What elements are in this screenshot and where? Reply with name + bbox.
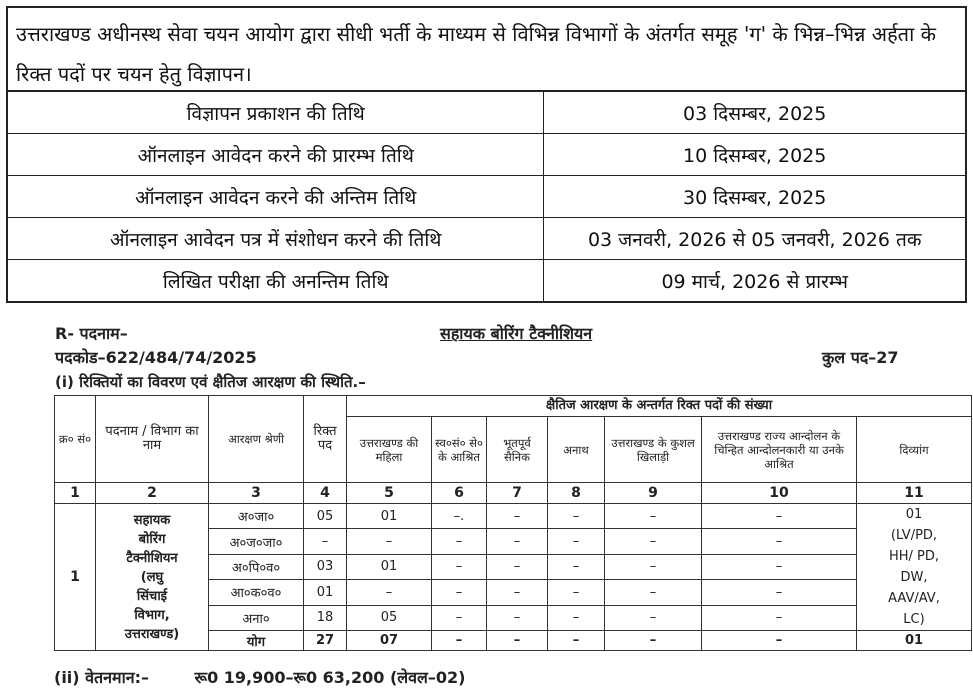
vacancy-cell: 05 [304, 504, 347, 529]
total-disabled: 01 [857, 631, 972, 651]
category-cell: अना० [209, 605, 304, 630]
sports-cell: – [605, 504, 702, 529]
freedom-cell: –. [432, 504, 487, 529]
category-cell: अ०जा० [209, 504, 304, 529]
header-vacant: रिक्त पद [304, 396, 347, 483]
header-sno: क्र० सं० [55, 396, 96, 483]
freedom-cell: – [432, 631, 487, 651]
women-cell: – [347, 529, 432, 554]
disabled-line: HH/ PD, [888, 549, 940, 564]
exserv-cell: – [487, 580, 548, 605]
vacancy-cell: 01 [304, 580, 347, 605]
exserv-cell: – [487, 504, 548, 529]
vacancy-cell: 18 [304, 605, 347, 630]
date-value: 30 दिसम्बर, 2025 [544, 176, 965, 218]
post-line: उत्तराखण्ड) [124, 626, 180, 642]
post-line: विभाग, [134, 607, 170, 623]
date-label: ऑनलाइन आवेदन पत्र में संशोधन करने की तिथि [8, 218, 544, 260]
disabled-line: 01 [905, 507, 923, 522]
disabled-line: LC) [903, 612, 925, 627]
header-category: आरक्षण श्रेणी [209, 396, 304, 483]
exserv-cell: – [487, 631, 548, 651]
pay-scale-value: रू0 19,900–रू0 63,200 (लेवल–02) [194, 668, 466, 687]
date-row [8, 134, 965, 176]
pay-scale-label: (ii) वेतनमान:– [54, 668, 150, 687]
women-cell: – [347, 580, 432, 605]
post-department [96, 504, 209, 651]
women-cell: 01 [347, 554, 432, 579]
category-cell: अ०पि०व० [209, 554, 304, 579]
freedom-cell: – [432, 529, 487, 554]
date-row [8, 176, 965, 218]
dates-table [8, 90, 965, 301]
col-number: 7 [487, 483, 548, 504]
sports-cell: – [605, 631, 702, 651]
post-line: टैक्नीशियन [126, 550, 178, 566]
date-value: 03 दिसम्बर, 2025 [544, 91, 965, 134]
notice-intro: उत्तराखण्ड अधीनस्थ सेवा चयन आयोग द्वारा सीधी भर्ती के माध्यम से विभिन्न विभागों के अंतर्गत समूह 'ग' के भिन्न–भिन्न अर्हता के रिक्त पदों पर चयन हेतु विज्ञापन। [16, 22, 936, 86]
exserv-cell: – [487, 529, 548, 554]
header-freedom-fighter: स्व०सं० से० के आश्रित [432, 417, 487, 483]
pay-scale [54, 666, 465, 688]
vacancy-table [54, 395, 972, 651]
orphan-cell: – [548, 529, 605, 554]
exserv-cell: – [487, 605, 548, 630]
post-line: बोरिंग [138, 531, 166, 547]
post-label: R- पदनाम– [55, 324, 128, 343]
sports-cell: – [605, 580, 702, 605]
date-row [8, 260, 965, 302]
col-number: 6 [432, 483, 487, 504]
exserv-cell: – [487, 554, 548, 579]
col-number: 1 [55, 483, 96, 504]
category-cell: अ०ज०जा० [209, 529, 304, 554]
col-number: 3 [209, 483, 304, 504]
post-name: सहायक बोरिंग टैक्नीशियन [440, 324, 593, 343]
header-post-name: पदनाम / विभाग का नाम [96, 396, 209, 483]
sports-cell: – [605, 554, 702, 579]
freedom-cell: – [432, 580, 487, 605]
freedom-cell: – [432, 554, 487, 579]
movement-cell: – [702, 631, 857, 651]
orphan-cell: – [548, 631, 605, 651]
movement-cell: – [702, 529, 857, 554]
post-line: (लघु [140, 569, 164, 585]
date-value: 03 जनवरी, 2026 से 05 जनवरी, 2026 तक [544, 218, 965, 260]
header-disabled: दिव्यांग [857, 417, 972, 483]
header-state-movement: उत्तराखण्ड राज्य आन्दोलन के चिन्हित आन्दोलनकारी या उनके आश्रित [702, 417, 857, 483]
vacancy-cell: 03 [304, 554, 347, 579]
total-label: योग [209, 631, 304, 651]
col-number: 10 [702, 483, 857, 504]
orphan-cell: – [548, 605, 605, 630]
orphan-cell: – [548, 504, 605, 529]
movement-cell: – [702, 504, 857, 529]
disabled-line: DW, [900, 570, 928, 585]
date-row [8, 218, 965, 260]
disabled-line: (LV/PD, [890, 528, 938, 543]
col-number: 8 [548, 483, 605, 504]
total-vacancy: 27 [304, 631, 347, 651]
col-number: 9 [605, 483, 702, 504]
disabled-line: AAV/AV, [888, 591, 940, 606]
date-label: विज्ञापन प्रकाशन की तिथि [8, 91, 544, 134]
col-number: 2 [96, 483, 209, 504]
serial-number: 1 [55, 504, 96, 651]
date-row [8, 91, 965, 134]
date-value: 10 दिसम्बर, 2025 [544, 134, 965, 176]
header-ex-servicemen: भूतपूर्व सैनिक [487, 417, 548, 483]
date-value: 09 मार्च, 2026 से प्रारम्भ [544, 260, 965, 302]
date-label: ऑनलाइन आवेदन करने की प्रारम्भ तिथि [8, 134, 544, 176]
women-cell: 01 [347, 504, 432, 529]
movement-cell: – [702, 605, 857, 630]
col-number: 11 [857, 483, 972, 504]
vacancy-cell: – [304, 529, 347, 554]
notice-box [6, 6, 967, 303]
orphan-cell: – [548, 554, 605, 579]
category-cell: आ०क०व० [209, 580, 304, 605]
movement-cell: – [702, 554, 857, 579]
post-code: पदकोड–622/484/74/2025 [55, 348, 257, 367]
total-posts: कुल पद–27 [822, 348, 899, 367]
orphan-cell: – [548, 580, 605, 605]
col-number: 4 [304, 483, 347, 504]
header-women: उत्तराखण्ड की महिला [347, 417, 432, 483]
freedom-cell: – [432, 605, 487, 630]
disabled-cell [857, 504, 972, 631]
header-horizontal: क्षैतिज आरक्षण के अन्तर्गत रिक्त पदों की संख्या [347, 396, 972, 417]
col-number: 5 [347, 483, 432, 504]
section-i-heading: (i) रिक्तियों का विवरण एवं क्षैतिज आरक्षण की स्थिति.– [55, 373, 366, 391]
sports-cell: – [605, 529, 702, 554]
movement-cell: – [702, 580, 857, 605]
date-label: लिखित परीक्षा की अनन्तिम तिथि [8, 260, 544, 302]
sports-cell: – [605, 605, 702, 630]
header-sportsperson: उत्तराखण्ड के कुशल खिलाड़ी [605, 417, 702, 483]
header-orphan: अनाथ [548, 417, 605, 483]
date-label: ऑनलाइन आवेदन करने की अन्तिम तिथि [8, 176, 544, 218]
women-cell: 05 [347, 605, 432, 630]
post-line: सहायक [133, 512, 171, 528]
post-line: सिंचाई [136, 588, 168, 604]
total-women: 07 [347, 631, 432, 651]
